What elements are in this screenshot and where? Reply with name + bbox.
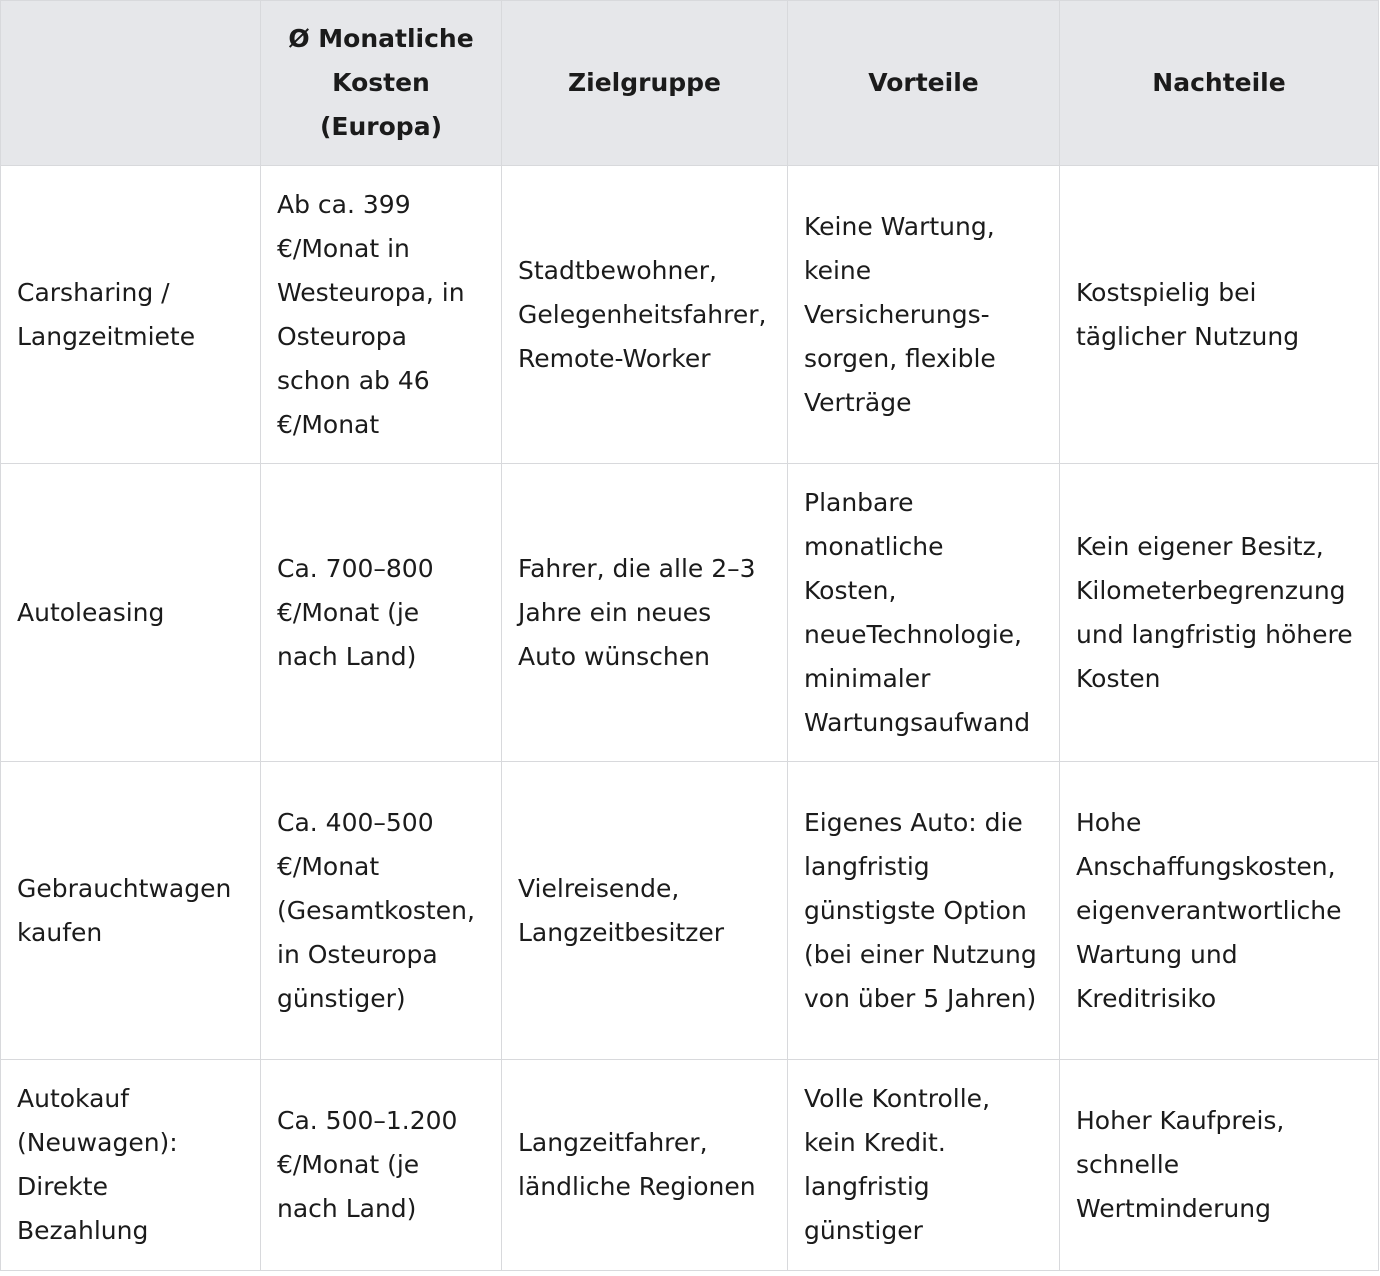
header-cell-disadvantages: Nachteile (1060, 1, 1379, 166)
cost-cell: Ca. 500–1.200 €/Monat (je nach Land) (261, 1060, 502, 1271)
row-label-cell: Autoleasing (1, 464, 261, 762)
cost-cell: Ca. 700–800 €/Monat (je nach Land) (261, 464, 502, 762)
disadvantages-cell: Kein eigener Besitz, Kilometerbegrenzung und langfristig höhere Kosten (1060, 464, 1379, 762)
header-row (1, 1, 1379, 166)
header-cell-empty (1, 1, 261, 166)
table-row (1, 762, 1379, 1060)
disadvantages-cell: Hohe Anschaffungskosten, eigenverantwortliche Wartung und Kreditrisiko (1060, 762, 1379, 1060)
row-label-cell: Carsharing / Langzeitmiete (1, 166, 261, 464)
table-row (1, 166, 1379, 464)
disadvantages-cell: Hoher Kaufpreis, schnelle Wertminderung (1060, 1060, 1379, 1271)
advantages-cell: Planbare monatliche Kosten, neueTechnologie, minimaler Wartungsaufwand (788, 464, 1060, 762)
table-row (1, 1060, 1379, 1271)
header-cell-monthly-costs: Ø Monatliche Kosten (Europa) (261, 1, 502, 166)
advantages-cell: Eigenes Auto: die langfristig günstigste Option (bei einer Nutzung von über 5 Jahren) (788, 762, 1060, 1060)
target-group-cell: Langzeitfahrer, ländliche Regionen (502, 1060, 788, 1271)
target-group-cell: Stadtbewohner, Gelegenheitsfahrer, Remote-Worker (502, 166, 788, 464)
advantages-cell: Keine Wartung, keine Versicherungs-sorgen, flexible Verträge (788, 166, 1060, 464)
target-group-cell: Fahrer, die alle 2–3 Jahre ein neues Auto wünschen (502, 464, 788, 762)
cost-cell: Ab ca. 399 €/Monat in Westeuropa, in Osteuropa schon ab 46 €/Monat (261, 166, 502, 464)
advantages-cell: Volle Kontrolle, kein Kredit. langfristig günstiger (788, 1060, 1060, 1271)
row-label-cell: Autokauf (Neuwagen): Direkte Bezahlung (1, 1060, 261, 1271)
table-row (1, 464, 1379, 762)
header-cell-target-group: Zielgruppe (502, 1, 788, 166)
disadvantages-cell: Kostspielig bei täglicher Nutzung (1060, 166, 1379, 464)
target-group-cell: Vielreisende, Langzeitbesitzer (502, 762, 788, 1060)
row-label-cell: Gebrauchtwagen kaufen (1, 762, 261, 1060)
header-cell-advantages: Vorteile (788, 1, 1060, 166)
cost-cell: Ca. 400–500 €/Monat (Gesamtkosten, in Osteuropa günstiger) (261, 762, 502, 1060)
